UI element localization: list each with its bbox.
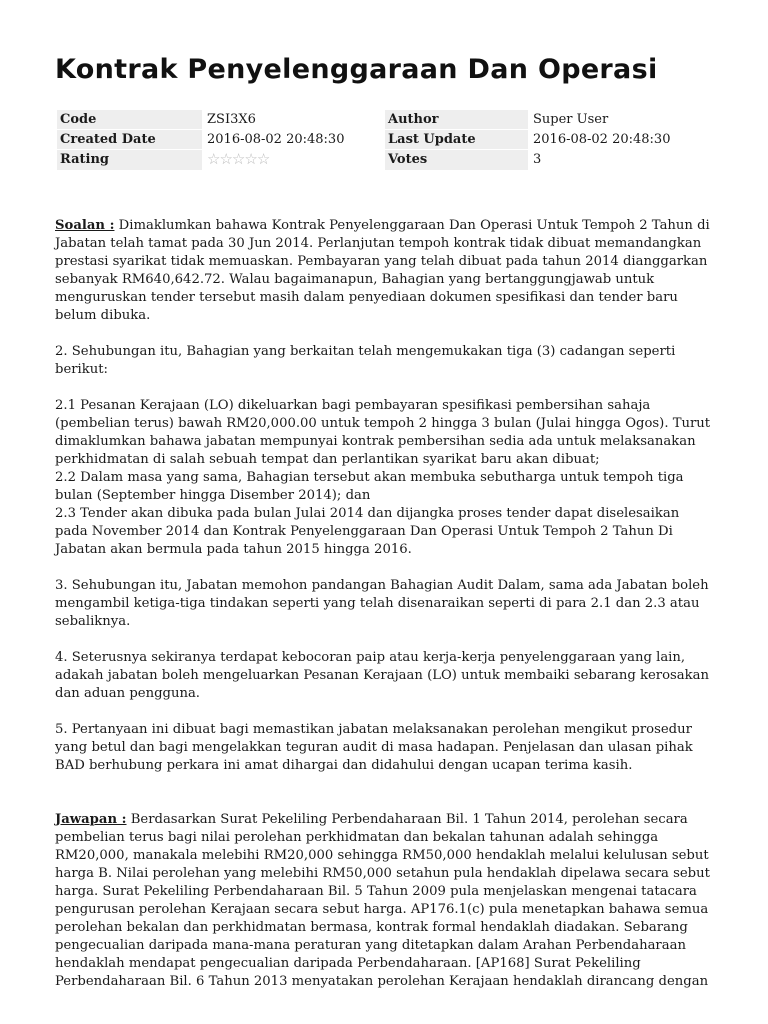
rating-value xyxy=(204,150,383,170)
rating-stars[interactable] xyxy=(207,151,269,168)
star-icon[interactable]: ☆ xyxy=(231,150,245,168)
answer-text: Berdasarkan Surat Pekeliling Perbendaharaan Bil. 1 Tahun 2014, perolehan secara pembelian terus bagi nilai perolehan perkhidmatan dan bekalan tahunan adalah sehingga RM20,000, manakala melebihi RM20,000 sehingga RM50,000 hendaklah melalui kelulusan sebut harga B. Nilai perolehan yang melebihi RM50,000 setahun pula hendaklah dipelawa secara sebut harga. Surat Pekeliling Perbendaharaan Bil. 5 Tahun 2009 pula menjelaskan mengenai tatacara pengurusan perolehan Kerajaan secara sebut harga. AP176.1(c) pula menetapkan bahawa semua perolehan bekalan dan perkhidmatan bermasa, kontrak formal hendaklah diadakan. Sebarang pengecualian daripada mana-mana peraturan yang ditetapkan dalam Arahan Perbendaharaan hendaklah mendapat pengecualian daripada Perbendaharaan. [AP168] Surat Pekeliling Perbendaharaan Bil. 6 Tahun 2013 menyatakan perolehan Kerajaan hendaklah dirancang dengan xyxy=(55,812,710,989)
question-para-4: 4. Seterusnya sekiranya terdapat kebocoran paip atau kerja-kerja penyelenggaraan yang lain, adakah jabatan boleh mengeluarkan Pesanan Kerajaan (LO) untuk membaiki sebarang kerosakan dan aduan pengguna. xyxy=(55,650,710,701)
question-para-2-3: 2.3 Tender akan dibuka pada bulan Julai 2014 dan dijangka proses tender dapat diselesaikan pada November 2014 dan Kontrak Penyelenggaraan Dan Operasi Untuk Tempoh 2 Tahun Di Jabatan akan bermula pada tahun 2015 hingga 2016. xyxy=(55,506,680,557)
star-icon[interactable]: ☆ xyxy=(256,150,270,168)
question-intro-text: Dimaklumkan bahawa Kontrak Penyelenggaraan Dan Operasi Untuk Tempoh 2 Tahun di Jabatan telah tamat pada 30 Jun 2014. Perlanjutan tempoh kontrak tidak dibuat memandangkan prestasi syarikat tidak memuaskan. Pembayaran yang telah dibuat pada tahun 2014 dianggarkan sebanyak RM640,642.72. Walau bagaimanapun, Bahagian yang bertanggungjawab untuk menguruskan tender tersebut masih dalam penyediaan dokumen spesifikasi dan tender baru belum dibuka. xyxy=(55,218,710,323)
votes-label: Votes xyxy=(385,150,528,170)
star-icon[interactable]: ☆ xyxy=(219,150,232,168)
question-para-2-2: 2.2 Dalam masa yang sama, Bahagian tersebut akan membuka sebutharga untuk tempoh tiga bulan (September hingga Disember 2014); dan xyxy=(55,470,684,503)
code-label: Code xyxy=(57,110,202,129)
question-para-2-1: 2.1 Pesanan Kerajaan (LO) dikeluarkan bagi pembayaran spesifikasi pembersihan sahaja (pembelian terus) bawah RM20,000.00 untuk tempoh 2 hingga 3 bulan (Julai hingga Ogos). Turut dimaklumkan bahawa jabatan mempunyai kontrak pembersihan sedia ada untuk melaksanakan perkhidmatan di salah sebuah tempat dan perlantikan syarikat baru akan dibuat; xyxy=(55,398,711,467)
metadata-row xyxy=(57,150,687,170)
metadata-table xyxy=(55,109,689,171)
author-value: Super User xyxy=(530,110,687,129)
article-body xyxy=(55,217,715,1009)
question-para-2: 2. Sehubungan itu, Bahagian yang berkaitan telah mengemukakan tiga (3) cadangan seperti berikut: xyxy=(55,344,676,377)
answer-label: Jawapan : xyxy=(55,812,127,827)
metadata-row xyxy=(57,110,687,129)
author-label: Author xyxy=(385,110,528,129)
question-para-3: 3. Sehubungan itu, Jabatan memohon pandangan Bahagian Audit Dalam, sama ada Jabatan boleh mengambil ketiga-tiga tindakan seperti yang telah disenaraikan seperti di para 2.1 dan 2.3 atau sebaliknya. xyxy=(55,578,709,629)
last-update-label: Last Update xyxy=(385,130,528,149)
votes-value: 3 xyxy=(530,150,687,170)
question-label: Soalan : xyxy=(55,218,115,233)
page-title: Kontrak Penyelenggaraan Dan Operasi xyxy=(55,54,658,85)
star-icon[interactable]: ☆ xyxy=(244,150,257,168)
section-spacer xyxy=(55,793,715,811)
rating-label: Rating xyxy=(57,150,202,170)
code-value: ZSI3X6 xyxy=(204,110,383,129)
question-para-5: 5. Pertanyaan ini dibuat bagi memastikan jabatan melaksanakan perolehan mengikut prosedur yang betul dan bagi mengelakkan teguran audit di masa hadapan. Penjelasan dan ulasan pihak BAD berhubung perkara ini amat dihargai dan didahului dengan ucapan terima kasih. xyxy=(55,722,693,773)
answer-paragraph xyxy=(55,811,715,991)
question-intro xyxy=(55,217,715,325)
star-icon[interactable]: ☆ xyxy=(207,150,220,168)
metadata-row xyxy=(57,130,687,149)
created-date-label: Created Date xyxy=(57,130,202,149)
last-update-value: 2016-08-02 20:48:30 xyxy=(530,130,687,149)
created-date-value: 2016-08-02 20:48:30 xyxy=(204,130,383,149)
